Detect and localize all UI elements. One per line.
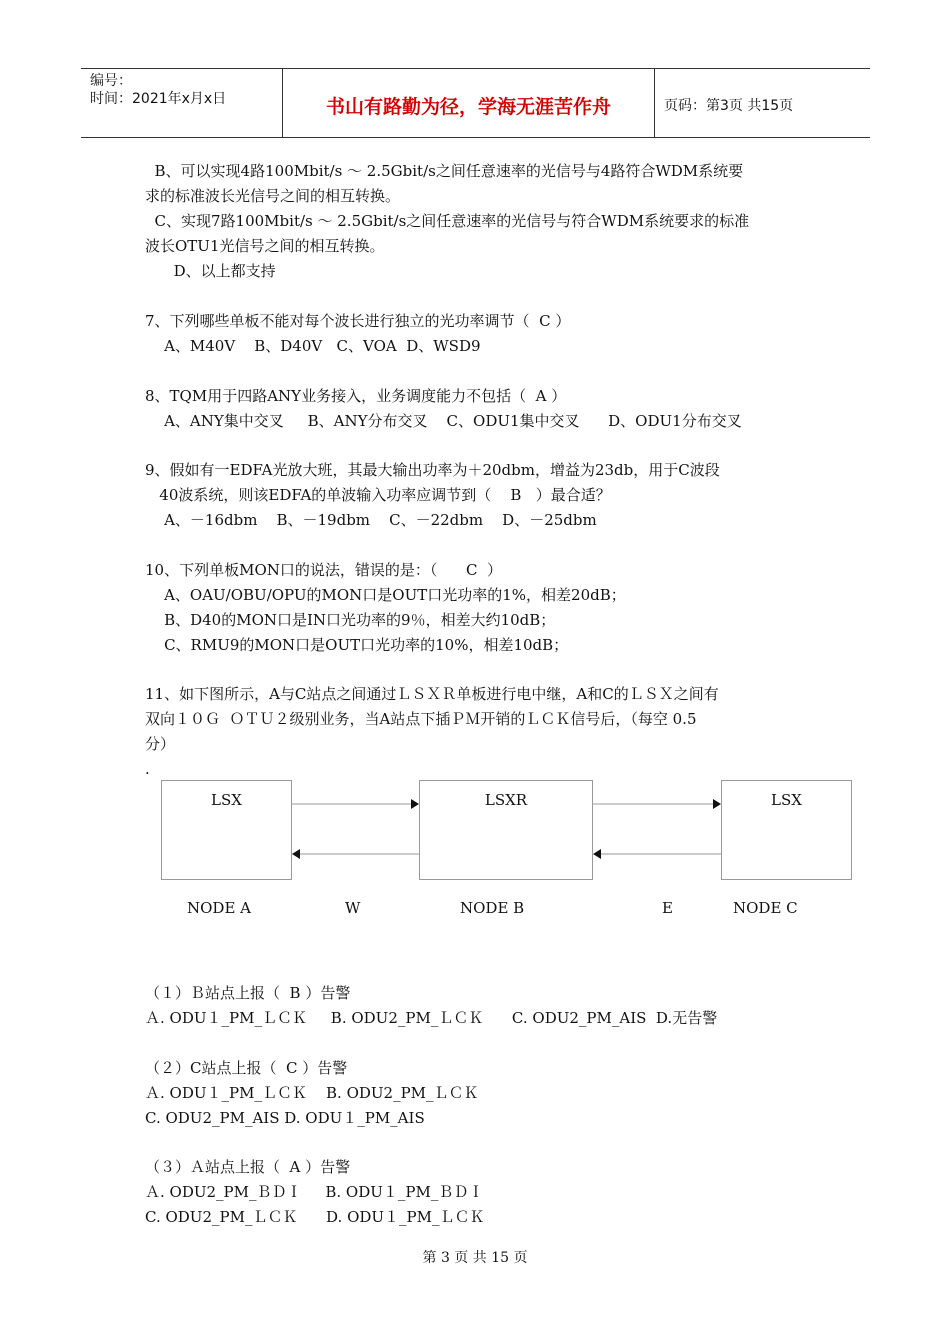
time-label: 时间：2021年x月x日 [90,91,227,107]
question-11-cont: 分） [145,735,176,753]
question-9: 9、假如有一EDFA光放大班，其最大输出功率为＋20dbm，增益为23db，用于C波段 [145,461,720,479]
question-7-options: A、M40V B、D40V C、VOA D、WSD9 [145,337,481,355]
subquestion-3-options: Ａ. ODU2_PM_ＢＤＩ B. ODU１_PM_ＢＤＩ [145,1183,484,1201]
question-9-options: A、－16dbm B、－19dbm C、－22dbm D、－25dbm [145,511,597,529]
diagram-arrows [160,778,855,888]
network-diagram [160,778,855,923]
header-motto: 书山有路勤为径，学海无涯苦作舟 [283,69,655,137]
text-line: 求的标准波长光信号之间的相互转换。 [145,187,401,205]
box-label: LSXR [484,791,528,809]
subquestion-2-options: Ａ. ODU１_PM_ＬＣＫ B. ODU2_PM_ＬＣＫ [145,1084,479,1102]
header-meta [81,69,283,137]
subquestion-3-options: C. ODU2_PM_ＬＣＫ D. ODU１_PM_ＬＣＫ [145,1208,485,1226]
question-11: 11、如下图所示，A与C站点之间通过ＬＳＸＲ单板进行电中继，A和C的ＬＳＸ之间有 [145,685,719,703]
text-line: D、以上都支持 [145,262,276,280]
east-label: E [662,899,673,917]
subquestion-1: （１）Ｂ站点上报（ B ）告警 [145,984,351,1002]
arrow-c-to-b-head [593,849,601,859]
question-10: 10、下列单板MON口的说法，错误的是：（ C ） [145,561,502,579]
question-8: 8、TQM用于四路ANY业务接入，业务调度能力不包括（ A ） [145,387,567,405]
subquestion-1-options: Ａ. ODU１_PM_ＬＣＫ B. ODU2_PM_ＬＣＫ C. ODU2_PM_AIS D.无告警 [145,1009,718,1027]
question-10-option-a: A、OAU/OBU/OPU的MON口是OUT口光功率的1%，相差20dB； [145,586,626,604]
question-8-options: A、ANY集中交叉 B、ANY分布交叉 C、ODU1集中交叉 D、ODU1分布交叉 [145,412,742,430]
text-line: B、可以实现4路100Mbit/s ～ 2.5Gbit/s之间任意速率的光信号与4路符合WDM系统要 [145,162,744,180]
arrow-a-to-b-head [411,799,419,809]
header-page-info: 页码：第3页 共15页 [664,98,794,114]
number-label: 编号： [90,73,132,89]
arrow-b-to-c-head [713,799,721,809]
west-label: W [345,899,361,917]
text-line: 波长OTU1光信号之间的相互转换。 [145,237,385,255]
node-b-label: NODE B [460,899,525,917]
subquestion-2: （２）C站点上报（ C ）告警 [145,1059,348,1077]
subquestion-2-options: C. ODU2_PM_AIS D. ODU１_PM_AIS [145,1109,425,1127]
box-label: LSX [211,791,242,809]
text-line: C、实现7路100Mbit/s ～ 2.5Gbit/s之间任意速率的光信号与符合WDM系统要求的标准 [145,212,750,230]
arrow-b-to-a-head [292,849,300,859]
subquestion-3: （３）Ａ站点上报（ A ）告警 [145,1158,351,1176]
question-7: 7、下列哪些单板不能对每个波长进行独立的光功率调节（ C ） [145,312,571,330]
page-footer: 第 3 页 共 15 页 [422,1250,528,1266]
node-a-label: NODE A [187,899,251,917]
question-11-cont: 双向１０Ｇ ＯＴＵ２级别业务，当A站点下插ＰＭ开销的ＬＣＫ信号后，（每空 0.5 [145,710,697,728]
page-header [81,68,870,138]
text-dot: . [145,760,150,778]
question-9-cont: 40波系统，则该EDFA的单波输入功率应调节到（ B ）最合适？ [145,486,611,504]
question-10-option-c: C、RMU9的MON口是OUT口光功率的10%，相差10dB； [145,636,569,654]
node-c-label: NODE C [733,899,798,917]
box-label: LSX [771,791,802,809]
question-10-option-b: B、D40的MON口是IN口光功率的9％，相差大约10dB； [145,611,556,629]
